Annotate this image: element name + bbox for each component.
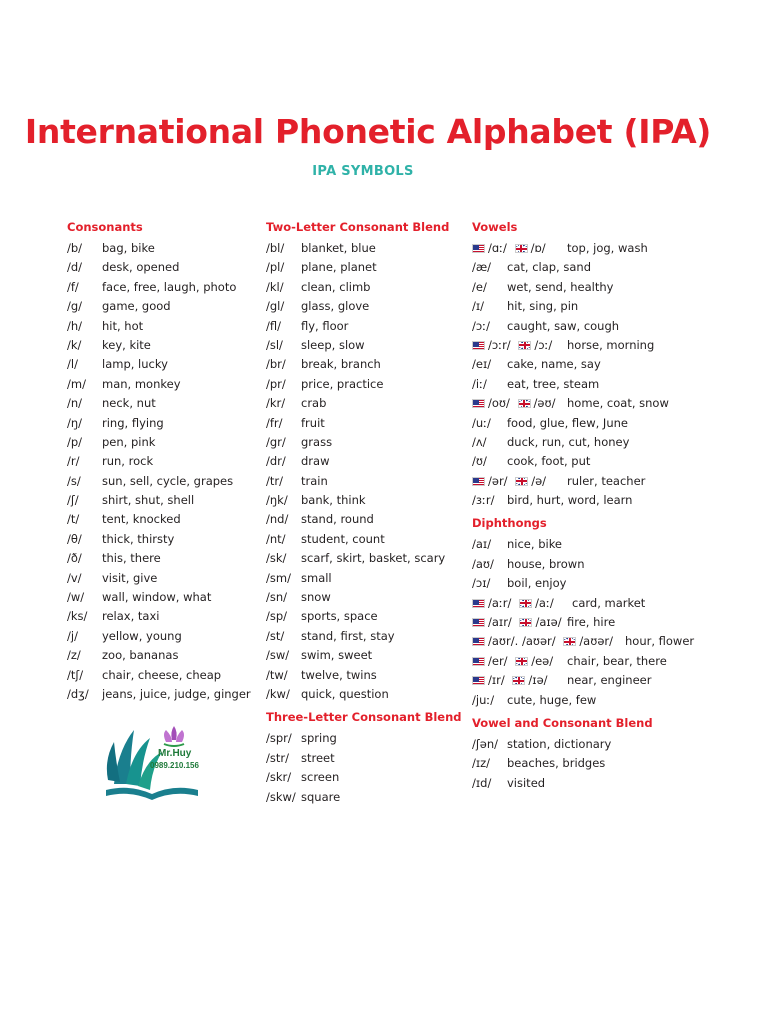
ipa-symbol: /tw/ [266, 667, 288, 682]
ipa-examples: face, free, laugh, photo [102, 279, 237, 294]
section-vowel-consonant-blend [472, 716, 762, 793]
ipa-symbol-uk: /ə/ [531, 473, 547, 488]
ipa-symbol: /sp/ [266, 609, 288, 624]
ipa-row [266, 297, 466, 316]
ipa-symbol: /ɪ/ [472, 299, 485, 314]
ipa-symbol: /ʃən/ [472, 736, 498, 751]
ipa-row [266, 569, 466, 588]
ipa-symbol: /eɪ/ [472, 357, 492, 372]
ipa-examples: street [301, 750, 335, 765]
ipa-symbol: /tʃ/ [67, 667, 84, 682]
uk-flag-icon [518, 341, 531, 350]
ipa-row [67, 258, 257, 277]
ipa-symbol-us: /ər/ [488, 473, 508, 488]
ipa-symbol-us-uk [472, 472, 567, 491]
ipa-symbol: /skw/ [266, 789, 296, 804]
ipa-row [266, 510, 466, 529]
ipa-symbol: /sl/ [266, 337, 283, 352]
ipa-symbol: /juː/ [472, 692, 495, 707]
ipa-symbol: /pl/ [266, 260, 285, 275]
ipa-symbol: /bl/ [266, 241, 285, 255]
ipa-symbol: /t/ [67, 512, 80, 527]
ipa-examples: cook, foot, put [507, 454, 591, 469]
ipa-row [472, 754, 762, 773]
ipa-row [266, 530, 466, 549]
ipa-examples: train [301, 473, 328, 488]
uk-flag-icon [519, 618, 532, 627]
ipa-examples: grass [301, 434, 333, 449]
ipa-examples: pen, pink [102, 434, 156, 449]
ipa-symbol-us-uk [472, 239, 567, 258]
ipa-row [266, 666, 466, 685]
section-heading-vowels: Vowels [472, 220, 518, 234]
ipa-row [472, 452, 762, 471]
ipa-symbol-us-uk [472, 632, 625, 651]
ipa-symbol: /m/ [67, 376, 86, 391]
ipa-symbol: /ʊ/ [472, 454, 487, 469]
ipa-symbol-uk: /ɔː/ [534, 337, 553, 352]
ipa-row [67, 666, 257, 685]
uk-flag-icon [563, 637, 576, 646]
ipa-examples: cat, clap, sand [507, 260, 591, 275]
ipa-symbol-uk: /əʊ/ [533, 396, 556, 411]
logo [100, 720, 204, 804]
column-middle [266, 220, 466, 807]
ipa-examples: bird, hurt, word, learn [507, 493, 633, 508]
ipa-symbol-uk: /ɪə/ [528, 673, 548, 688]
ipa-row [266, 607, 466, 626]
ipa-symbol: /ʌ/ [472, 434, 487, 449]
ipa-symbol: /k/ [67, 337, 82, 352]
ipa-row [266, 414, 466, 433]
ipa-symbol: /ks/ [67, 609, 88, 624]
ipa-examples: sleep, slow [301, 337, 365, 352]
ipa-symbol-us-uk [472, 594, 572, 613]
ipa-examples: visit, give [102, 570, 158, 585]
ipa-row [472, 735, 762, 754]
ipa-row [266, 729, 466, 748]
us-flag-icon [472, 657, 485, 666]
ipa-row [266, 788, 466, 807]
ipa-row [67, 569, 257, 588]
ipa-symbol: /kl/ [266, 279, 284, 294]
ipa-symbol-us: /aːr/ [488, 595, 512, 610]
ipa-examples: fly, floor [301, 318, 349, 333]
ipa-examples: beaches, bridges [507, 756, 606, 771]
ipa-symbol: /spr/ [266, 731, 292, 746]
ipa-examples: chair, bear, there [567, 653, 667, 668]
ipa-examples: run, rock [102, 454, 154, 469]
ipa-symbol-us-uk [472, 652, 567, 671]
ipa-row [472, 433, 762, 452]
ipa-row [67, 491, 257, 510]
ipa-row [67, 510, 257, 529]
ipa-examples: yellow, young [102, 628, 182, 643]
ipa-examples: wet, send, healthy [507, 279, 614, 294]
ipa-examples: ruler, teacher [567, 473, 646, 488]
ipa-row [472, 297, 762, 316]
ipa-row [67, 414, 257, 433]
ipa-symbol: /nd/ [266, 512, 289, 527]
ipa-symbol-uk: /aʊər/ [579, 634, 614, 649]
ipa-symbol: /ŋ/ [67, 415, 83, 430]
ipa-row [472, 574, 762, 593]
ipa-examples: plane, planet [301, 260, 377, 275]
page-title: International Phonetic Alphabet (IPA) [24, 112, 712, 151]
ipa-row [472, 774, 762, 793]
ipa-examples: tent, knocked [102, 512, 181, 527]
ipa-row [266, 336, 466, 355]
ipa-symbol: /w/ [67, 590, 85, 605]
page-subtitle: IPA SYMBOLS [312, 164, 414, 179]
ipa-symbol: /str/ [266, 750, 289, 765]
ipa-examples: game, good [102, 299, 171, 314]
ipa-row [266, 433, 466, 452]
ipa-examples: near, engineer [567, 673, 652, 688]
ipa-symbol: /kw/ [266, 686, 290, 701]
section-heading-three-letter-blend: Three-Letter Consonant Blend [266, 710, 462, 725]
ipa-symbol: /fl/ [266, 318, 281, 333]
ipa-symbol: /aɪ/ [472, 537, 492, 552]
ipa-examples: small [301, 570, 332, 585]
ipa-row [472, 613, 762, 632]
ipa-examples: relax, taxi [102, 609, 160, 624]
ipa-examples: cute, huge, few [507, 692, 597, 707]
ipa-symbol: /sm/ [266, 570, 291, 585]
ipa-symbol: /l/ [67, 357, 78, 372]
ipa-symbol: /sk/ [266, 551, 287, 566]
ipa-row [266, 394, 466, 413]
ipa-symbol: /d/ [67, 260, 83, 275]
ipa-row [266, 646, 466, 665]
section-three-letter-blend [266, 710, 466, 807]
ipa-row [67, 588, 257, 607]
ipa-examples: spring [301, 731, 337, 746]
ipa-symbol-us: /ɪr/ [488, 673, 505, 688]
ipa-symbol-us-uk [472, 394, 567, 413]
ipa-examples: this, there [102, 551, 161, 566]
ipa-symbol: /ɜːr/ [472, 493, 495, 508]
ipa-symbol-us-uk [472, 671, 567, 690]
ipa-examples: swim, sweet [301, 648, 373, 663]
ipa-row [472, 355, 762, 374]
ipa-symbol: /kr/ [266, 396, 286, 411]
ipa-row [67, 239, 257, 258]
ipa-symbol: /dʒ/ [67, 686, 89, 701]
ipa-examples: sun, sell, cycle, grapes [102, 473, 234, 488]
ipa-row [266, 491, 466, 510]
ipa-row [67, 394, 257, 413]
ipa-examples: scarf, skirt, basket, scary [301, 551, 446, 566]
ipa-symbol: /gl/ [266, 299, 285, 314]
ipa-row [472, 414, 762, 433]
ipa-row [67, 278, 257, 297]
ipa-examples: lamp, lucky [102, 357, 168, 372]
ipa-row [67, 297, 257, 316]
ipa-examples: clean, climb [301, 279, 371, 294]
ipa-examples: caught, saw, cough [507, 318, 620, 333]
ipa-symbol: /ɪd/ [472, 775, 492, 790]
ipa-row [266, 278, 466, 297]
ipa-row [472, 394, 762, 413]
ipa-examples: bag, bike [102, 241, 155, 255]
ipa-row [472, 671, 762, 690]
ipa-row [472, 472, 762, 491]
ipa-row [472, 278, 762, 297]
ipa-symbol: /ɪz/ [472, 756, 491, 771]
ipa-row [67, 452, 257, 471]
ipa-symbol: /dr/ [266, 454, 286, 469]
ipa-symbol-uk: /aː/ [535, 595, 554, 610]
ipa-examples: eat, tree, steam [507, 376, 600, 391]
ipa-symbol: /p/ [67, 434, 83, 449]
ipa-symbol: /skr/ [266, 770, 292, 785]
ipa-symbol-us: /er/ [488, 653, 508, 668]
ipa-symbol: /ŋk/ [266, 493, 288, 508]
ipa-row [67, 685, 257, 704]
ipa-examples: card, market [572, 595, 646, 610]
ipa-examples: shirt, shut, shell [102, 493, 195, 508]
ipa-row [67, 472, 257, 491]
ipa-examples: zoo, bananas [102, 648, 179, 663]
ipa-symbol: /nt/ [266, 531, 286, 546]
ipa-row [67, 549, 257, 568]
ipa-row [266, 239, 466, 258]
ipa-row [266, 549, 466, 568]
ipa-symbol: /br/ [266, 357, 286, 372]
ipa-row [67, 355, 257, 374]
us-flag-icon [472, 618, 485, 627]
ipa-symbol-uk: /ɒ/ [530, 241, 546, 255]
ipa-examples: screen [301, 770, 340, 785]
ipa-symbol: /h/ [67, 318, 83, 333]
ipa-examples: home, coat, snow [567, 396, 669, 411]
ipa-row [472, 594, 762, 613]
section-diphthongs [472, 516, 762, 710]
us-flag-icon [472, 341, 485, 350]
us-flag-icon [472, 637, 485, 646]
ipa-examples: cake, name, say [507, 357, 601, 372]
ipa-row [472, 555, 762, 574]
ipa-row [472, 375, 762, 394]
ipa-row [266, 375, 466, 394]
ipa-row [472, 491, 762, 510]
ipa-row [266, 627, 466, 646]
ipa-row [472, 535, 762, 554]
ipa-row [472, 317, 762, 336]
ipa-symbol-us: /ɔːr/ [488, 337, 511, 352]
ipa-examples: price, practice [301, 376, 384, 391]
ipa-examples: horse, morning [567, 337, 655, 352]
section-heading-vowel-consonant-blend: Vowel and Consonant Blend [472, 715, 653, 730]
ipa-examples: jeans, juice, judge, ginger [102, 686, 251, 701]
ipa-examples: glass, glove [301, 299, 370, 314]
ipa-row [67, 607, 257, 626]
ipa-row [67, 627, 257, 646]
ipa-examples: twelve, twins [301, 667, 377, 682]
ipa-symbol: /æ/ [472, 260, 492, 275]
ipa-row [266, 317, 466, 336]
ipa-symbol-us: /aɪr/ [488, 615, 512, 630]
uk-flag-icon [519, 599, 532, 608]
ipa-symbol: /sn/ [266, 590, 288, 605]
ipa-symbol: /tr/ [266, 473, 283, 488]
ipa-row [67, 336, 257, 355]
section-consonants [67, 220, 257, 704]
ipa-symbol: /s/ [67, 473, 81, 488]
ipa-symbol-uk: /eə/ [531, 653, 554, 668]
ipa-examples: neck, nut [102, 396, 156, 411]
ipa-examples: draw [301, 454, 330, 469]
ipa-examples: break, branch [301, 357, 381, 372]
ipa-symbol: /v/ [67, 570, 82, 585]
ipa-symbol: /fr/ [266, 415, 283, 430]
section-heading-two-letter-blend: Two-Letter Consonant Blend [266, 220, 450, 234]
ipa-examples: station, dictionary [507, 736, 612, 751]
ipa-row [266, 472, 466, 491]
ipa-row [266, 749, 466, 768]
ipa-symbol: /ð/ [67, 551, 82, 566]
ipa-symbol: /ɔː/ [472, 318, 490, 333]
us-flag-icon [472, 477, 485, 486]
ipa-examples: chair, cheese, cheap [102, 667, 222, 682]
ipa-symbol-us-uk [472, 613, 567, 632]
ipa-symbol: /n/ [67, 396, 83, 411]
logo-phone: 0989.210.156 [150, 761, 199, 770]
ipa-symbol: /aʊ/ [472, 556, 494, 571]
ipa-examples: top, jog, wash [567, 241, 648, 255]
ipa-row [472, 691, 762, 710]
ipa-symbol: /r/ [67, 454, 80, 469]
ipa-row [472, 239, 762, 258]
ipa-row [67, 646, 257, 665]
ipa-row [67, 317, 257, 336]
section-vowels [472, 220, 762, 510]
ipa-row [472, 632, 762, 651]
ipa-symbol: /e/ [472, 279, 487, 294]
ipa-examples: wall, window, what [102, 590, 212, 605]
us-flag-icon [472, 676, 485, 685]
ipa-symbol: /sw/ [266, 648, 290, 663]
ipa-examples: quick, question [301, 686, 389, 701]
ipa-examples: desk, opened [102, 260, 180, 275]
ipa-row [67, 433, 257, 452]
column-left [67, 220, 257, 704]
ipa-examples: duck, run, cut, honey [507, 434, 630, 449]
ipa-row [266, 258, 466, 277]
ipa-examples: student, count [301, 531, 385, 546]
ipa-examples: stand, first, stay [301, 628, 395, 643]
ipa-examples: square [301, 789, 341, 804]
ipa-row [472, 258, 762, 277]
ipa-row [266, 588, 466, 607]
ipa-row [266, 768, 466, 787]
section-heading-consonants: Consonants [67, 220, 143, 234]
ipa-examples: snow [301, 590, 331, 605]
uk-flag-icon [515, 244, 528, 253]
ipa-examples: nice, bike [507, 537, 563, 552]
ipa-examples: fruit [301, 415, 325, 430]
ipa-examples: sports, space [301, 609, 378, 624]
ipa-symbol-us: /aʊr/. /aʊər/ [488, 634, 556, 649]
ipa-symbol-us-uk [472, 336, 567, 355]
us-flag-icon [472, 599, 485, 608]
ipa-examples: man, monkey [102, 376, 181, 391]
ipa-examples: hour, flower [625, 634, 695, 649]
logo-name: Mr.Huy [158, 748, 192, 759]
ipa-symbol: /st/ [266, 628, 285, 643]
us-flag-icon [472, 244, 485, 253]
uk-flag-icon [515, 477, 528, 486]
ipa-row [266, 355, 466, 374]
ipa-symbol: /gr/ [266, 434, 286, 449]
ipa-symbol-us: /ɑː/ [488, 241, 507, 255]
ipa-symbol: /ɔɪ/ [472, 576, 491, 591]
ipa-examples: hit, hot [102, 318, 144, 333]
section-heading-diphthongs: Diphthongs [472, 516, 547, 531]
ipa-examples: blanket, blue [301, 241, 376, 255]
ipa-symbol: /iː/ [472, 376, 487, 391]
section-two-letter-blend [266, 220, 466, 704]
ipa-examples: key, kite [102, 337, 151, 352]
ipa-examples: boil, enjoy [507, 576, 567, 591]
ipa-symbol: /z/ [67, 648, 81, 663]
ipa-examples: thick, thirsty [102, 531, 175, 546]
ipa-symbol: /uː/ [472, 415, 491, 430]
column-right [472, 220, 762, 793]
ipa-examples: bank, think [301, 493, 366, 508]
ipa-row [67, 530, 257, 549]
ipa-examples: hit, sing, pin [507, 299, 579, 314]
ipa-symbol: /θ/ [67, 531, 82, 546]
ipa-examples: fire, hire [567, 615, 616, 630]
ipa-row [266, 452, 466, 471]
ipa-symbol: /j/ [67, 628, 78, 643]
ipa-symbol: /pr/ [266, 376, 286, 391]
ipa-examples: stand, round [301, 512, 374, 527]
ipa-symbol: /b/ [67, 241, 83, 255]
ipa-examples: house, brown [507, 556, 585, 571]
ipa-symbol: /f/ [67, 279, 79, 294]
ipa-row [472, 652, 762, 671]
ipa-row [67, 375, 257, 394]
uk-flag-icon [518, 399, 531, 408]
ipa-symbol-uk: /aɪə/ [535, 615, 562, 630]
us-flag-icon [472, 399, 485, 408]
ipa-examples: ring, flying [102, 415, 164, 430]
ipa-symbol: /ʃ/ [67, 493, 79, 508]
ipa-examples: food, glue, flew, June [507, 415, 628, 430]
ipa-row [266, 685, 466, 704]
ipa-row [472, 336, 762, 355]
ipa-symbol: /g/ [67, 299, 83, 314]
ipa-examples: crab [301, 396, 327, 411]
uk-flag-icon [512, 676, 525, 685]
ipa-symbol-us: /oʊ/ [488, 396, 510, 411]
ipa-examples: visited [507, 775, 546, 790]
uk-flag-icon [515, 657, 528, 666]
